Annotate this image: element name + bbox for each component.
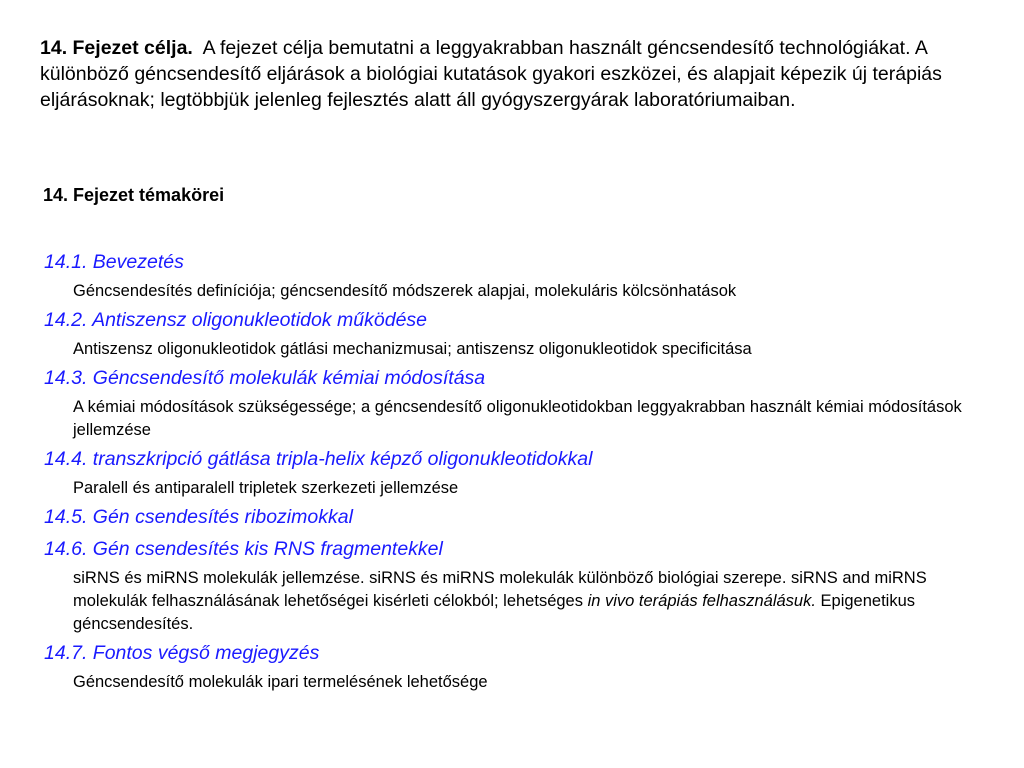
section-14-4 [44,446,994,500]
section-14-6 [44,536,994,636]
section-description-italic: in vivo terápiás felhasználásuk. [587,592,816,610]
section-14-3 [44,365,994,442]
section-description: Paralell és antiparalell tripletek szerkezeti jellemzése [73,479,459,497]
section-title: 14.6. Gén csendesítés kis RNS fragmentekkel [44,538,443,560]
section-14-2 [44,307,994,361]
section-title: 14.1. Bevezetés [44,251,184,273]
chapter-goal-lead: 14. Fejezet célja. [40,37,193,59]
topics-heading: 14. Fejezet témakörei [43,185,225,205]
section-description [73,567,994,636]
section-title: 14.7. Fontos végső megjegyzés [44,642,320,664]
section-description: Antiszensz oligonukleotidok gátlási mechanizmusai; antiszensz oligonukleotidok specificitása [73,340,752,358]
topics-list [44,249,994,698]
section-title: 14.2. Antiszensz oligonukleotidok működése [44,309,428,331]
section-14-5 [44,504,994,530]
section-14-7 [44,640,994,694]
section-description-part: Epigenetikus géncsendesítés. [73,592,916,633]
section-description-part: siRNS és miRNS molekulák jellemzése. siRNS és miRNS molekulák különböző biológiai szerepe. siRNS and miRNS molekulák felhasználásának lehetőségei kisérleti célokból; lehetséges [73,569,927,610]
chapter-goal-text: A fejezet célja bemutatni a leggyakrabban használt géncsendesítő technológiákat. A különböző géncsendesítő eljárások a biológiai kutatások gyakori eszközei, és alapjait képezik új terápiás eljárásoknak; legtöbbjük jelenleg fejlesztés alatt áll gyógyszergyárak laboratóriumaiban. [40,37,942,111]
section-14-1 [44,249,994,303]
section-description: Géncsendesítő molekulák ipari termelésének lehetősége [73,673,488,691]
section-title: 14.4. transzkripció gátlása tripla-helix képző oligonukleotidokkal [44,448,593,470]
section-title: 14.3. Géncsendesítő molekulák kémiai módosítása [44,367,486,389]
section-description: A kémiai módosítások szükségessége; a géncsendesítő oligonukleotidokban leggyakrabban használt kémiai módosítások jellemzése [73,398,962,439]
section-description: Géncsendesítés definíciója; géncsendesítő módszerek alapjai, molekuláris kölcsönhatások [73,282,737,300]
section-title: 14.5. Gén csendesítés ribozimokkal [44,506,353,528]
chapter-goal-paragraph [40,35,990,113]
